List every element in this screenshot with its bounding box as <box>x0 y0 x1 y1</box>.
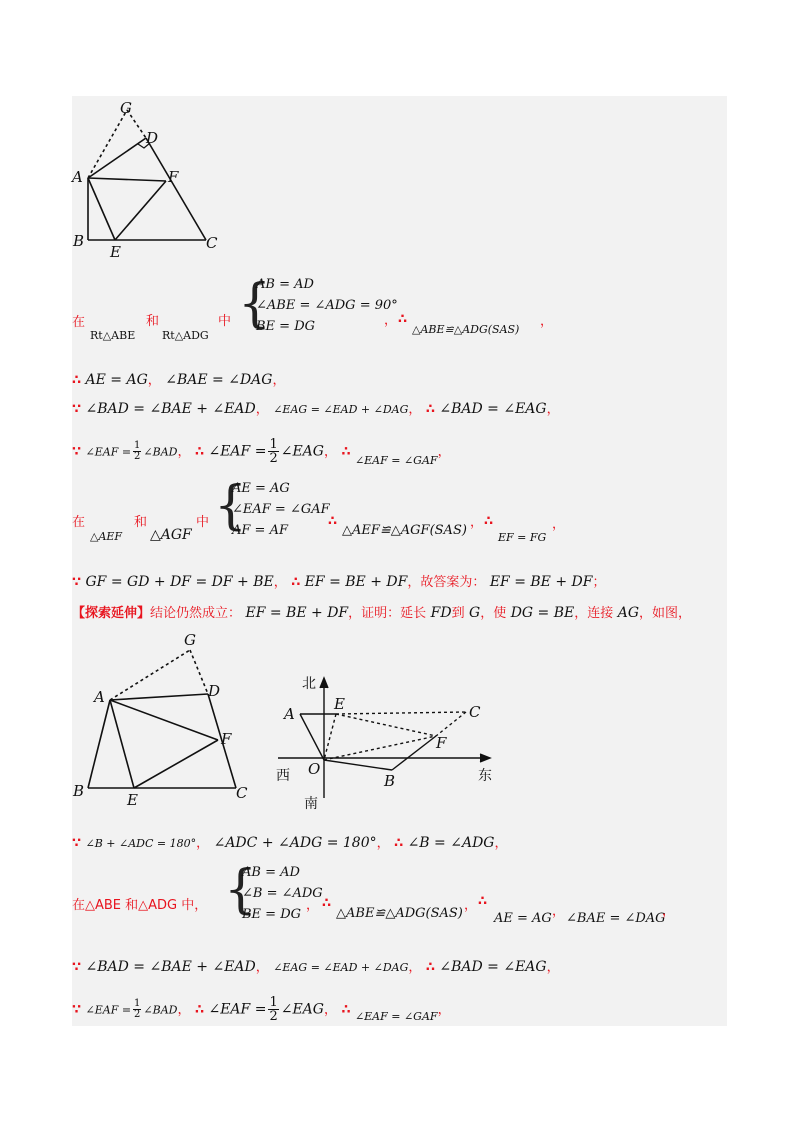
fig2-label-c: C <box>236 784 248 802</box>
fig2-label-e: E <box>127 791 138 808</box>
direction-north: 北 <box>302 676 316 692</box>
figure-3-compass-diagram <box>270 668 510 818</box>
fraction: $\frac{1}{2}$ <box>269 995 278 1024</box>
fig3-label-o: O <box>308 760 321 778</box>
line-3: ∵ ∠BAD = ∠BAE + ∠EAD， ∠EAG = ∠EAD + ∠DAG， ∴ ∠BAD = ∠EAG， <box>72 401 560 417</box>
triangle-aef: △AEF <box>90 530 123 543</box>
text-zhong: 中 <box>218 314 232 329</box>
comma: ， <box>552 904 566 919</box>
therefore-symbol: ∴ <box>398 312 408 327</box>
text-zai: 在 <box>72 515 86 530</box>
fraction: $\frac{1}{2}$ <box>134 440 141 462</box>
comma: ， <box>552 517 566 532</box>
line-6: ∵ GF = GD + DF = DF + BE， ∴ EF = BE + DF，故答案为： EF = BE + DF； <box>72 574 606 590</box>
brace: { <box>224 860 258 920</box>
fig2-label-f: F <box>221 730 232 748</box>
comma: ， <box>470 515 484 530</box>
congruence-conclusion: △AEF≌△AGF(SAS) <box>342 523 467 538</box>
congruence-conclusion: △ABE≌△ADG(SAS) <box>336 906 463 921</box>
conclusion-bae-dag: ∠BAE = ∠DAG <box>566 911 666 926</box>
text-zhong: 中 <box>196 515 210 530</box>
fig1-label-e: E <box>110 243 121 261</box>
fig2-label-a: A <box>94 688 105 706</box>
condition-row: ∠ABE = ∠ADG = 90° <box>256 298 398 313</box>
fraction: $\frac{1}{2}$ <box>134 998 141 1020</box>
fig3-label-f: F <box>436 734 447 752</box>
fig2-label-b: B <box>73 782 85 800</box>
line-10: ∵ ∠BAD = ∠BAE + ∠EAD， ∠EAG = ∠EAD + ∠DAG， ∴ ∠BAD = ∠EAG， <box>72 959 560 975</box>
therefore-symbol: ∴ <box>322 896 332 911</box>
line-4: ∵ ∠EAF = $\frac{1}{2}$ ∠BAD， ∴ ∠EAF = $\frac{1}{2}$ ∠EAG， ∴ $_{\angle EAF = \angle GAF}$， <box>72 437 451 467</box>
fig1-label-d: D <box>146 129 159 147</box>
condition-row: ∠EAF = ∠GAF <box>232 502 330 517</box>
brace: { <box>238 274 272 334</box>
fig3-label-b: B <box>384 772 396 790</box>
comma: ， <box>464 898 478 913</box>
triangle-rt-abe: Rt△ABE <box>90 329 136 342</box>
therefore-symbol: ∴ <box>484 514 494 529</box>
congruence-conclusion: △ABE≌△ADG(SAS) <box>412 323 520 336</box>
comma: ， <box>306 898 320 913</box>
triangle-agf: △AGF <box>150 527 192 543</box>
direction-east: 东 <box>478 768 492 784</box>
fig2-label-g: G <box>184 631 196 649</box>
condition-row: AF = AF <box>232 523 288 538</box>
condition-row: AE = AG <box>232 481 290 496</box>
fig1-label-c: C <box>206 234 218 252</box>
line-8: ∵ ∠B + ∠ADC = 180°， ∠ADC + ∠ADG = 180°， ∴ ∠B = ∠ADG， <box>72 835 508 851</box>
block3-lead: 在△ABE 和△ADG 中， <box>72 898 208 913</box>
fig1-label-a: A <box>72 168 83 186</box>
section-tag: 【探索延伸】 <box>72 606 151 621</box>
figure-1-square-diagram <box>70 98 230 268</box>
condition-row: AB = AD <box>256 277 314 292</box>
condition-row: ∠B = ∠ADG <box>242 886 323 901</box>
fig2-label-d: D <box>208 682 221 700</box>
fig3-label-c: C <box>469 703 481 721</box>
direction-south: 南 <box>304 796 318 812</box>
triangle-rt-adg: Rt△ADG <box>162 329 209 342</box>
text-he: 和 <box>134 515 148 530</box>
figure-2-quadrilateral-diagram <box>70 628 260 808</box>
line-11: ∵ ∠EAF = $\frac{1}{2}$ ∠BAD， ∴ ∠EAF = $\frac{1}{2}$ ∠EAG， ∴ $_{\angle EAF = \angle GAF}$， <box>72 995 451 1024</box>
condition-row: BE = DG <box>242 907 302 922</box>
text-he: 和 <box>146 314 160 329</box>
line-7: 【探索延伸】结论仍然成立： EF = BE + DF，证明：延长 FD到 G，使 DG = BE，连接 AG，如图， <box>72 605 692 621</box>
therefore-symbol: ∴ <box>328 514 338 529</box>
fig3-label-a: A <box>284 705 295 723</box>
conclusion-ef-fg: EF = FG <box>498 531 547 544</box>
condition-row: BE = DG <box>256 319 316 334</box>
direction-west: 西 <box>276 768 290 784</box>
comma: ， <box>384 313 398 328</box>
fig1-label-g: G <box>120 99 132 117</box>
fig3-label-e: E <box>334 695 345 713</box>
fig1-label-f: F <box>168 168 179 186</box>
fig1-label-b: B <box>73 232 85 250</box>
comma: ， <box>540 314 554 329</box>
brace: { <box>214 476 248 536</box>
block1-lead <box>72 313 85 332</box>
text-zai: 在 <box>72 315 86 330</box>
conclusion-ae-ag: AE = AG <box>494 911 552 926</box>
therefore-symbol: ∴ <box>478 894 488 909</box>
comma: ， <box>662 904 676 919</box>
fraction: $\frac{1}{2}$ <box>269 437 278 466</box>
condition-row: AB = AD <box>242 865 300 880</box>
line-2: ∴ AE = AG， ∠BAE = ∠DAG， <box>72 372 286 388</box>
